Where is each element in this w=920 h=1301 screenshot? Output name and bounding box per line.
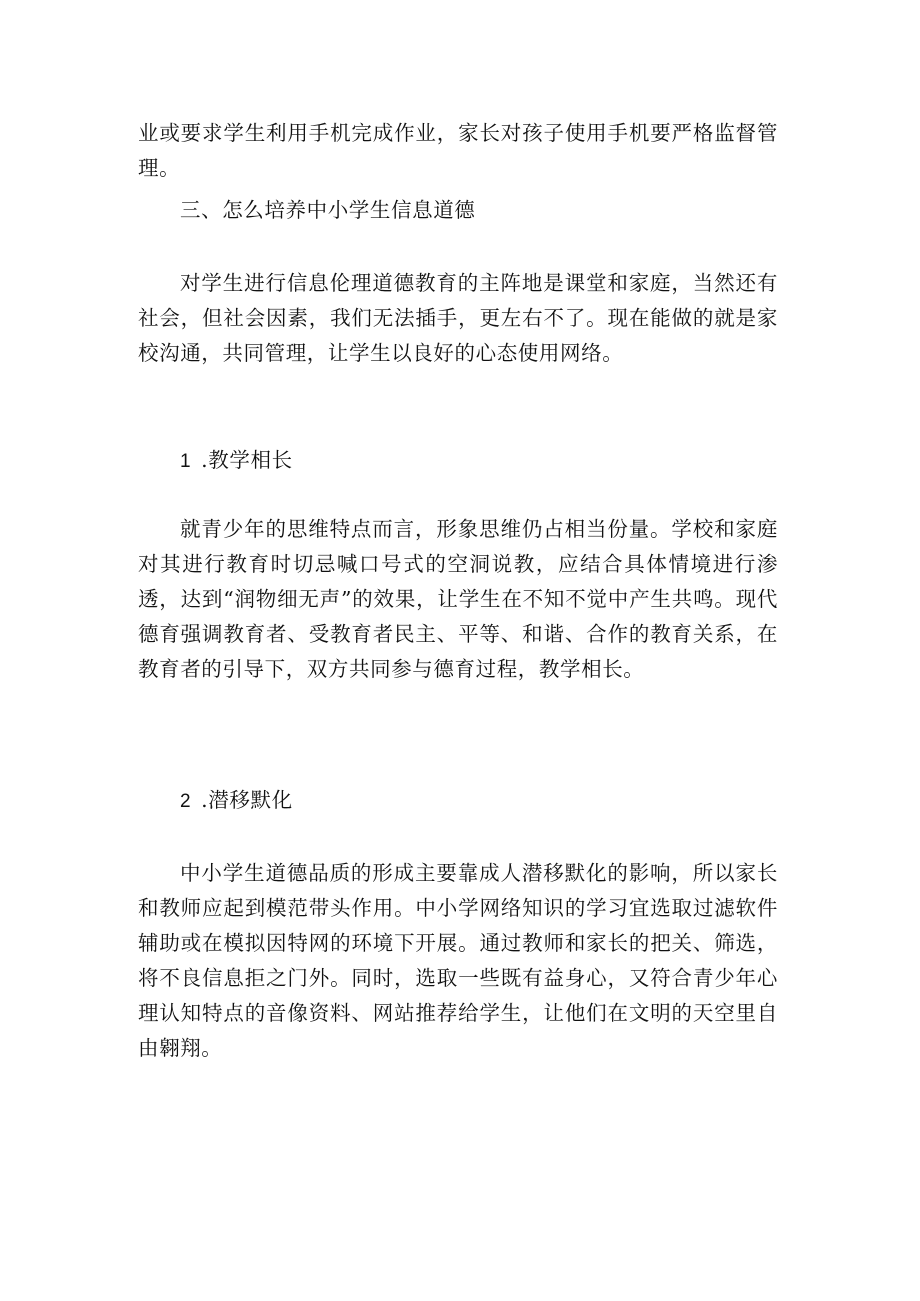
subsection-paragraph-2: 中小学生道德品质的形成主要靠成人潜移默化的影响，所以家长和教师应起到模范带头作用。中小学网络知识的学习宜选取过滤软件辅助或在模拟因特网的环境下开展。通过教师和家长的把关、筛选，将不良信息拒之门外。同时，选取一些既有益身心，又符合青少年心理认知特点的音像资料、网站推荐给学生，让他们在文明的天空里自由翱翔。 [138, 861, 778, 1060]
section-heading: 三、怎么培养中小学生信息道德 [180, 198, 476, 222]
intro-paragraph: 业或要求学生利用手机完成作业，家长对孩子使用手机要严格监督管理。 [138, 121, 778, 180]
subsection-paragraph-1: 就青少年的思维特点而言，形象思维仍占相当份量。学校和家庭对其进行教育时切忌喊口号式的空洞说教，应结合具体情境进行渗透，达到“润物细无声”的效果，让学生在不知不觉中产生共鸣。现代德育强调教育者、受教育者民主、平等、和谐、合作的教育关系，在教育者的引导下，双方共同参与德育过程，教学相长。 [138, 517, 778, 681]
subsection-title-1: .教学相长 [201, 448, 293, 472]
subsection-heading-1 [180, 443, 293, 479]
subsection-number-1: 1 [180, 451, 192, 472]
section-paragraph: 对学生进行信息伦理道德教育的主阵地是课堂和家庭，当然还有社会，但社会因素，我们无法插手，更左右不了。现在能做的就是家校沟通，共同管理，让学生以良好的心态使用网络。 [138, 271, 778, 365]
subsection-heading-2 [180, 783, 293, 819]
subsection-number-2: 2 [180, 791, 192, 812]
subsection-title-2: .潜移默化 [201, 788, 293, 812]
